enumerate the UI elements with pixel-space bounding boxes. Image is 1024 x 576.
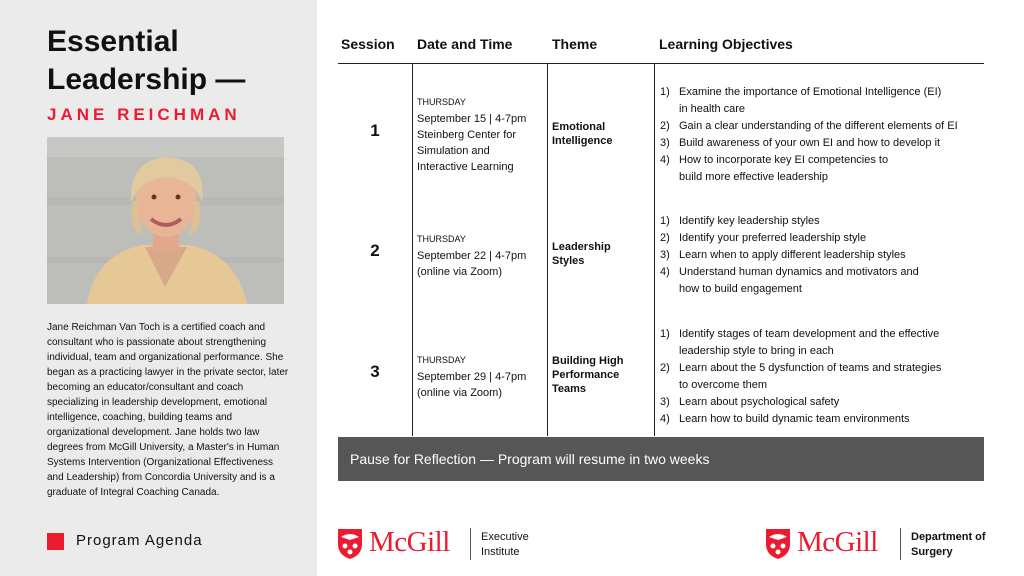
item-number: 2)	[660, 120, 670, 132]
list-item	[660, 230, 980, 247]
session-theme-line: Building High	[552, 355, 624, 367]
session-number: 1	[370, 121, 380, 140]
page-title	[47, 23, 307, 99]
header-objectives: Learning Objectives	[659, 36, 793, 52]
session-date	[417, 95, 547, 175]
session-theme-line: Emotional	[552, 121, 606, 133]
item-number: 3)	[660, 137, 670, 149]
session-theme-line: Styles	[552, 255, 585, 267]
agenda-label: Program Agenda	[76, 532, 203, 549]
logo-separator	[900, 528, 901, 560]
item-text: Understand human dynamics and motivators and	[679, 266, 919, 278]
session-theme	[552, 354, 652, 396]
mcgill-crest-icon	[765, 528, 791, 560]
item-text: Gain a clear understanding of the different elements of EI	[679, 120, 958, 132]
header-theme: Theme	[552, 36, 598, 52]
item-text: Learn how to build dynamic team environments	[679, 413, 910, 425]
item-number: 1)	[660, 328, 670, 340]
presenter-photo	[47, 137, 284, 304]
session-day: THURSDAY	[417, 355, 466, 365]
list-item	[660, 394, 980, 411]
list-item	[660, 213, 980, 230]
item-number: 2)	[660, 232, 670, 244]
column-divider-2	[547, 64, 548, 436]
presenter-bio: Jane Reichman Van Toch is a certified coach and consultant who is passionate about strengthening individual, team and organizational performance. She began as a practicing lawyer in the private sector, later becoming an educator/consultant and coach specializing in leadership development, emotional intelligence, coaching, building teams and organizational development. Jane holds two law degrees from McGill University, a Master's in Human Systems Intervention (Organizational Effectiveness and Leadership) from Concordia University and is a graduate of Integral Coaching Canada.	[47, 322, 289, 498]
session-date-line: Steinberg Center for	[417, 129, 517, 141]
logo-unit-name	[911, 530, 986, 560]
objectives-list	[660, 326, 980, 428]
column-divider-3	[654, 64, 655, 436]
item-text: Examine the importance of Emotional Intelligence (EI)	[679, 86, 942, 98]
column-divider-1	[412, 64, 413, 436]
logo-separator	[470, 528, 471, 560]
list-item	[660, 411, 980, 428]
list-item	[660, 152, 980, 186]
session-number: 3	[370, 362, 380, 381]
item-text: Identify key leadership styles	[679, 215, 820, 227]
mcgill-executive-institute-logo	[337, 524, 547, 564]
presenter-portrait-illustration	[47, 137, 284, 304]
item-number: 3)	[660, 249, 670, 261]
title-line-2: Leadership —	[47, 63, 246, 96]
item-text: Learn about psychological safety	[679, 396, 840, 408]
session-theme-line: Intelligence	[552, 135, 613, 147]
item-number: 4)	[660, 413, 670, 425]
item-text: in health care	[679, 103, 746, 115]
pause-text: Pause for Reflection — Program will resume in two weeks	[350, 451, 710, 467]
session-theme	[552, 120, 652, 148]
item-text: How to incorporate key EI competencies to	[679, 154, 889, 166]
item-text: leadership style to bring in each	[679, 345, 834, 357]
mcgill-wordmark: McGill	[369, 526, 450, 558]
presenter-name: JANE REICHMAN	[47, 105, 241, 124]
session-date	[417, 232, 547, 280]
agenda-marker	[47, 533, 64, 550]
list-item	[660, 84, 980, 118]
left-panel	[0, 0, 317, 576]
item-number: 1)	[660, 86, 670, 98]
list-item	[660, 360, 980, 394]
session-date-line: (online via Zoom)	[417, 387, 502, 399]
session-theme-line: Performance	[552, 369, 620, 381]
item-text: how to build engagement	[679, 283, 802, 295]
objectives-list	[660, 84, 980, 186]
list-item	[660, 135, 980, 152]
session-date-line: Interactive Learning	[417, 161, 514, 173]
session-date-line: September 15 | 4-7pm	[417, 113, 527, 125]
logo-unit-line: Executive	[481, 531, 529, 543]
header-session: Session	[341, 36, 395, 52]
session-date-line: (online via Zoom)	[417, 266, 502, 278]
item-text: Learn about the 5 dysfunction of teams and strategies	[679, 362, 942, 374]
mcgill-crest-icon	[337, 528, 363, 560]
header-date: Date and Time	[417, 36, 513, 52]
list-item	[660, 247, 980, 264]
item-text: Build awareness of your own EI and how to develop it	[679, 137, 941, 149]
item-number: 3)	[660, 396, 670, 408]
logo-unit-line: Department of	[911, 531, 986, 543]
session-number: 2	[370, 241, 380, 260]
list-item	[660, 118, 980, 135]
session-date-line: September 29 | 4-7pm	[417, 371, 527, 383]
header-divider	[338, 63, 984, 64]
session-day: THURSDAY	[417, 234, 466, 244]
item-text: Identify your preferred leadership style	[679, 232, 867, 244]
logo-unit-line: Institute	[481, 546, 520, 558]
session-date-line: September 22 | 4-7pm	[417, 250, 527, 262]
session-theme-line: Teams	[552, 383, 587, 395]
mcgill-department-of-surgery-logo	[765, 524, 990, 564]
title-line-1: Essential	[47, 25, 179, 58]
logo-unit-line: Surgery	[911, 546, 953, 558]
pause-banner	[338, 437, 984, 481]
item-number: 1)	[660, 215, 670, 227]
session-theme	[552, 240, 652, 268]
session-day: THURSDAY	[417, 97, 466, 107]
session-date	[417, 353, 547, 401]
list-item	[660, 264, 980, 298]
objectives-list	[660, 213, 980, 298]
item-text: Learn when to apply different leadership styles	[679, 249, 906, 261]
item-number: 4)	[660, 154, 670, 166]
item-number: 4)	[660, 266, 670, 278]
session-theme-line: Leadership	[552, 241, 611, 253]
session-date-line: Simulation and	[417, 145, 490, 157]
item-number: 2)	[660, 362, 670, 374]
logo-unit-name	[481, 530, 529, 560]
mcgill-wordmark: McGill	[797, 526, 878, 558]
item-text: build more effective leadership	[679, 171, 828, 183]
item-text: Identify stages of team development and the effective	[679, 328, 940, 340]
item-text: to overcome them	[679, 379, 768, 391]
list-item	[660, 326, 980, 360]
